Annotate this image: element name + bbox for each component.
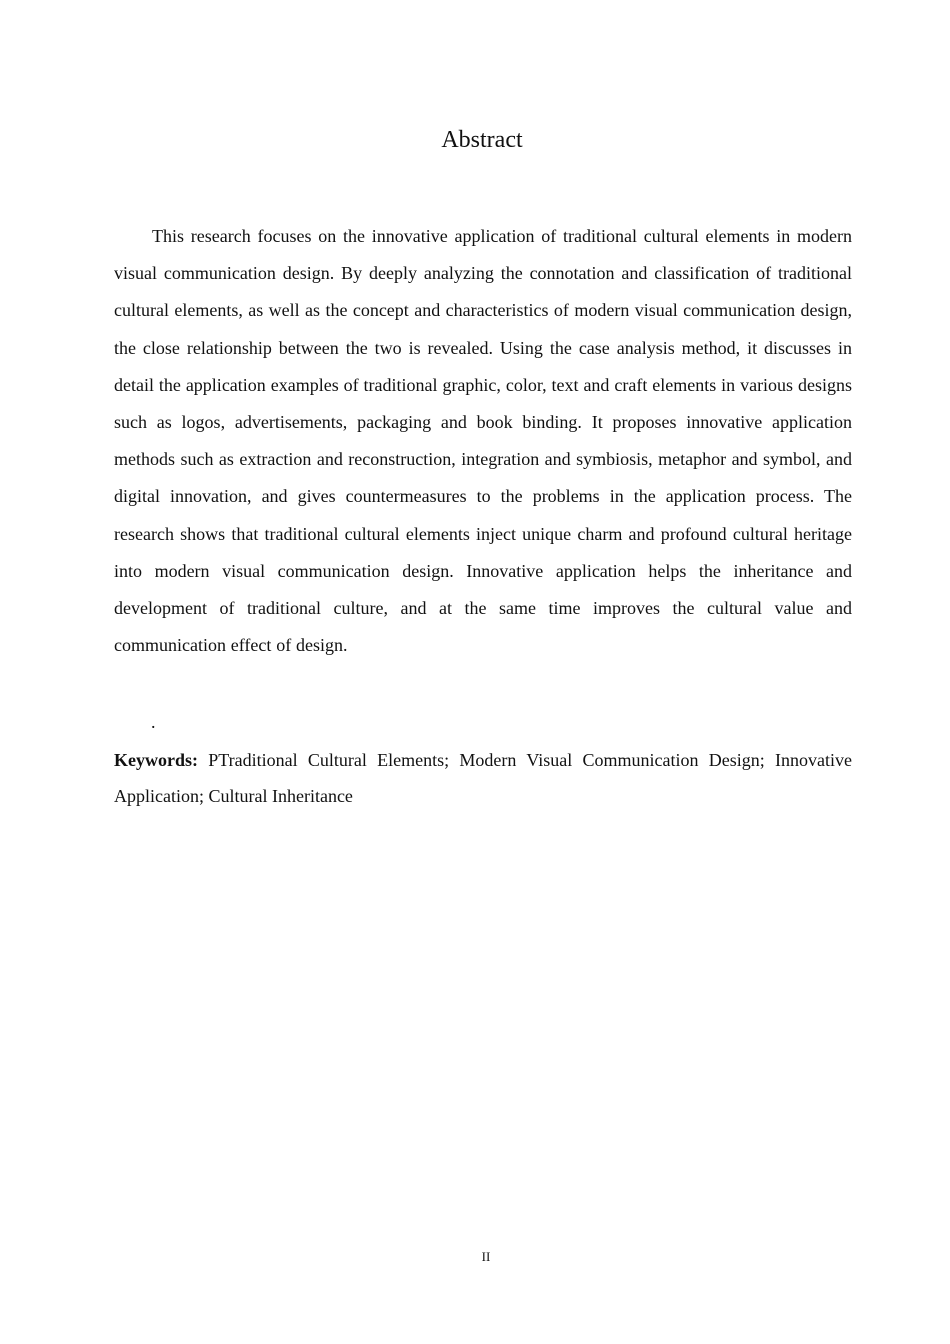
- keywords-text: PTraditional Cultural Elements; Modern Visual Communication Design; Innovative Application; Cultural Inheritance: [114, 750, 852, 806]
- keywords-label: Keywords:: [114, 750, 198, 770]
- stray-dot: .: [151, 712, 156, 732]
- abstract-body: This research focuses on the innovative application of traditional cultural elements in modern visual communication design. By deeply analyzing the connotation and classification of traditional cultural elements, as well as the concept and characteristics of modern visual communication design, the close relationship between the two is revealed. Using the case analysis method, it discusses in detail the application examples of traditional graphic, color, text and craft elements in various designs such as logos, advertisements, packaging and book binding. It proposes innovative application methods such as extraction and reconstruction, integration and symbiosis, metaphor and symbol, and digital innovation, and gives countermeasures to the problems in the application process. The research shows that traditional cultural elements inject unique charm and profound cultural heritage into modern visual communication design. Innovative application helps the inheritance and development of traditional culture, and at the same time improves the cultural value and communication effect of design.: [114, 226, 852, 656]
- page-number: II: [481, 1249, 491, 1264]
- abstract-title: Abstract: [441, 127, 523, 153]
- keywords-paragraph: [114, 742, 852, 814]
